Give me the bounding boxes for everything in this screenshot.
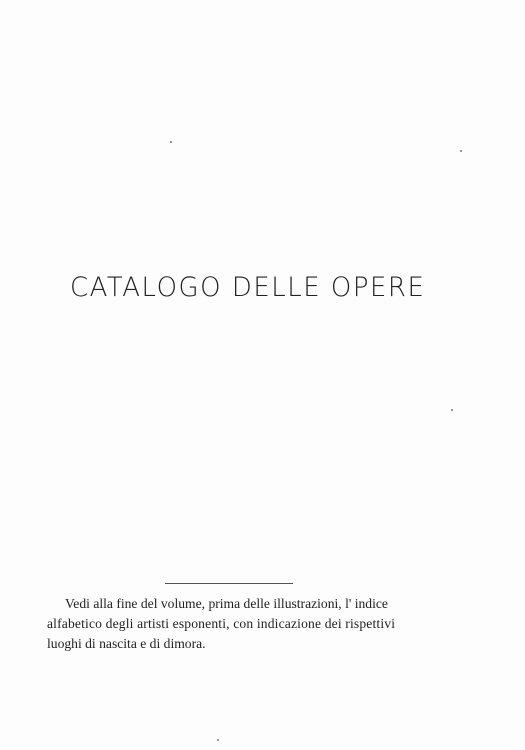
- footnote-separator-rule: [165, 583, 293, 584]
- page-title: CATALOGO DELLE OPERE: [70, 272, 426, 303]
- footnote-text: [47, 594, 487, 654]
- paper-speck: [217, 739, 219, 741]
- footnote-line: luoghi di nascita e di dimora.: [47, 636, 206, 651]
- paper-speck: [460, 150, 462, 152]
- footnote-line: Vedi alla fine del volume, prima delle illustrazioni, l' indice: [65, 596, 388, 611]
- footnote-line: alfabetico degli artisti esponenti, con indicazione dei rispettivi: [47, 616, 396, 631]
- paper-speck: [170, 141, 172, 143]
- paper-speck: [451, 409, 453, 411]
